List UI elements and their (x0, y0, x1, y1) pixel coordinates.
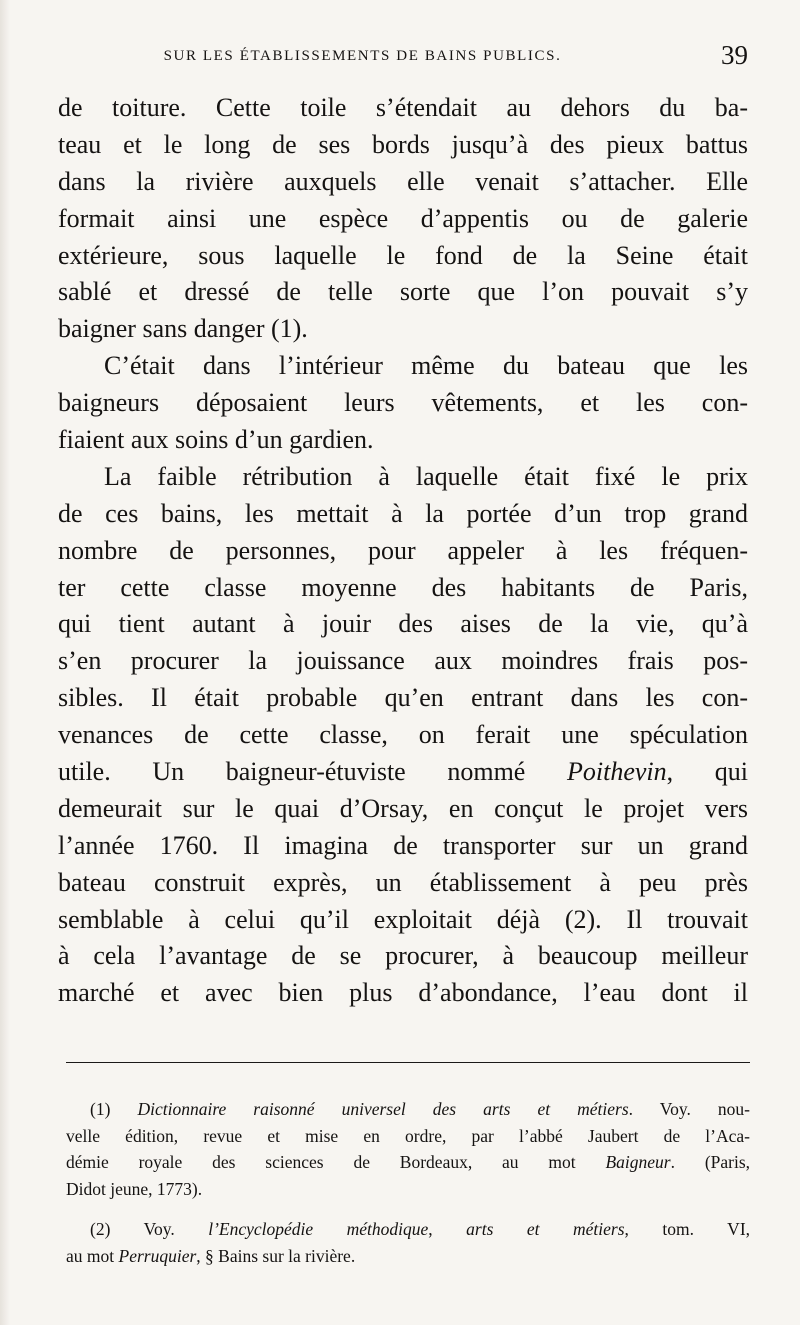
text-line: baigner sans danger (1). (58, 314, 308, 344)
text-line: venances de cette classe, on ferait une spéculation (58, 720, 748, 750)
text-line: sablé et dressé de telle sorte que l’on pouvait s’y (58, 277, 748, 307)
text-line: de toiture. Cette toile s’étendait au dehors du ba- (58, 93, 748, 122)
footnote-term: Perruquier (118, 1245, 197, 1266)
footnote-text: , § Bains sur la rivière. (196, 1245, 356, 1266)
text-line: à cela l’avantage de se procurer, à beaucoup meilleur (58, 941, 748, 971)
footnote-title: Dictionnaire raisonné universel des arts et métiers (137, 1099, 629, 1119)
text-line: marché et avec bien plus d’abondance, l’eau dont il (58, 978, 748, 1008)
text-line: l’année 1760. Il imagina de transporter sur un grand (58, 830, 748, 860)
text-line: fiaient aux soins d’un gardien. (58, 425, 374, 455)
text-line: extérieure, sous laquelle le fond de la Seine était (58, 240, 748, 270)
text-line: demeurait sur le quai d’Orsay, en conçut le projet vers (58, 793, 748, 823)
text-line: dans la rivière auxquels elle venait s’attacher. Elle (58, 166, 748, 196)
text-line: nombre de personnes, pour appeler à les fréquen- (58, 535, 748, 565)
footnote-text: Voy. (143, 1219, 175, 1239)
footnote-1-line: velle édition, revue et mise en ordre, par l’abbé Jaubert de l’Aca- (66, 1125, 750, 1146)
footnote-rule (66, 1062, 750, 1063)
text-line: bateau construit exprès, un établissement à peu près (58, 867, 748, 897)
footnotes (66, 1096, 750, 1269)
footnote-term: Baigneur (605, 1152, 671, 1172)
text-line: ter cette classe moyenne des habitants de Paris, (58, 572, 748, 602)
footnote-text: , (428, 1219, 433, 1239)
scan-edge-shadow (0, 0, 10, 1325)
running-head: SUR LES ÉTABLISSEMENTS DE BAINS PUBLICS. (163, 48, 562, 64)
text-line: teau et le long de ses bords jusqu’à des pieux battus (58, 129, 748, 159)
text-line: baigneurs déposaient leurs vêtements, et les con- (58, 388, 748, 418)
footnote-marker: (2) (90, 1219, 111, 1239)
text-line: La faible rétribution à laquelle était fixé le prix (104, 461, 748, 491)
footnote-text: , tom. VI, (624, 1219, 751, 1239)
text-segment: , qui (666, 757, 748, 787)
footnote-1-line: Didot jeune, 1773). (66, 1178, 203, 1199)
footnote-text: . Voy. nou- (628, 1099, 751, 1119)
footnote-1-line (66, 1096, 750, 1123)
footnote-ref: l’Encyclopédie méthodique (208, 1219, 429, 1239)
page-number: 39 (721, 40, 748, 70)
italic-name: Poithevin (567, 757, 667, 787)
footnote-text: . (Paris, (670, 1152, 751, 1172)
footnote-1-line (66, 1149, 750, 1176)
footnote-2-line (66, 1243, 750, 1270)
footnote-marker: (1) (90, 1099, 111, 1119)
footnote-text: démie royale des sciences de Bordeaux, au mot (66, 1152, 576, 1172)
footnote-text: au mot (66, 1245, 115, 1266)
text-segment: utile. Un baigneur-étuviste nommé (58, 757, 526, 787)
footnote-ref: arts et métiers (466, 1219, 625, 1239)
text-line: qui tient autant à jouir des aises de la vie, qu’à (58, 609, 748, 639)
text-line (58, 754, 748, 791)
text-line: s’en procurer la jouissance aux moindres frais pos- (58, 646, 748, 676)
text-line: formait ainsi une espèce d’appentis ou de galerie (58, 203, 748, 233)
text-line: C’était dans l’intérieur même du bateau que les (104, 351, 748, 381)
footnote-2-line (66, 1216, 750, 1243)
text-line: de ces bains, les mettait à la portée d’un trop grand (58, 498, 748, 528)
text-line: sibles. Il était probable qu’en entrant dans les con- (58, 683, 748, 713)
main-text (58, 90, 748, 1012)
text-line: semblable à celui qu’il exploitait déjà (2). Il trouvait (58, 904, 748, 934)
